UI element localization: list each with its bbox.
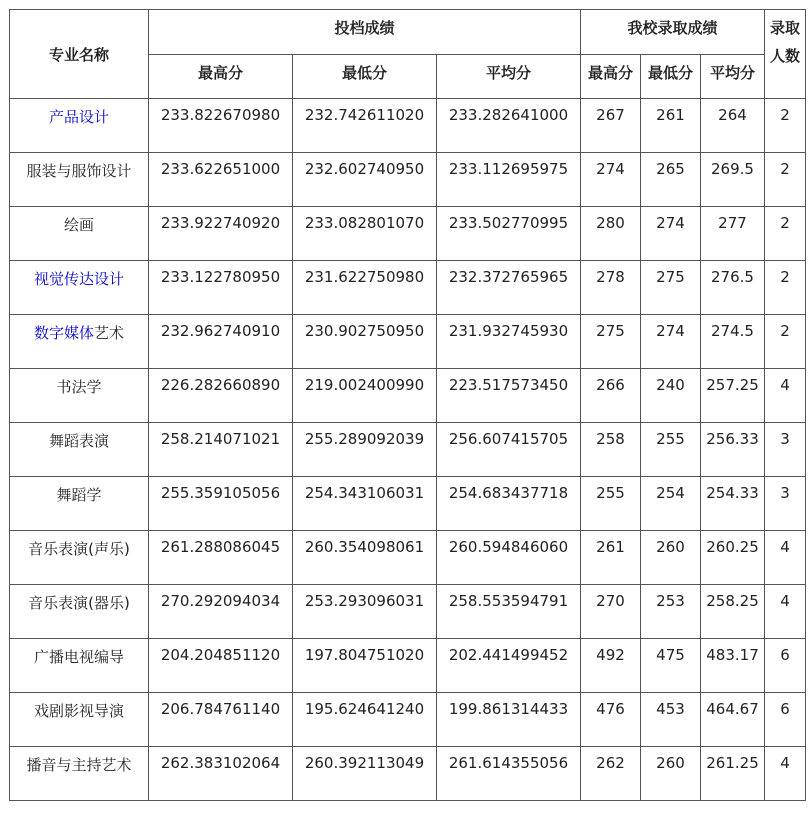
major-name: 服装与服饰设计 (10, 153, 149, 207)
s-avg-cell: 269.5 (701, 153, 765, 207)
header-s-max: 最高分 (581, 55, 641, 99)
t-max-cell: 233.122780950 (149, 261, 293, 315)
header-s-avg: 平均分 (701, 55, 765, 99)
count-cell: 6 (765, 693, 806, 747)
count-cell: 4 (765, 531, 806, 585)
t-avg-cell: 199.861314433 (437, 693, 581, 747)
count-cell: 2 (765, 315, 806, 369)
s-min-cell: 253 (641, 585, 701, 639)
major-link[interactable]: 数字媒体 (33, 324, 94, 342)
table-row (10, 531, 806, 585)
header-t-avg: 平均分 (437, 55, 581, 99)
table-row (10, 261, 806, 315)
table-row (10, 585, 806, 639)
t-max-cell: 233.622651000 (149, 153, 293, 207)
s-max-cell: 262 (581, 747, 641, 801)
t-max-cell: 262.383102064 (149, 747, 293, 801)
count-cell: 4 (765, 369, 806, 423)
s-avg-cell: 274.5 (701, 315, 765, 369)
s-min-cell: 261 (641, 99, 701, 153)
table-row (10, 639, 806, 693)
table-row (10, 477, 806, 531)
t-min-cell: 255.289092039 (293, 423, 437, 477)
table-row (10, 99, 806, 153)
major-link[interactable]: 视觉传达设计 (10, 261, 149, 315)
s-min-cell: 255 (641, 423, 701, 477)
t-min-cell: 232.602740950 (293, 153, 437, 207)
t-min-cell: 219.002400990 (293, 369, 437, 423)
s-max-cell: 255 (581, 477, 641, 531)
count-cell: 4 (765, 747, 806, 801)
major-name: 绘画 (10, 207, 149, 261)
major-link[interactable]: 产品设计 (10, 99, 149, 153)
s-min-cell: 265 (641, 153, 701, 207)
header-t-max: 最高分 (149, 55, 293, 99)
s-max-cell: 280 (581, 207, 641, 261)
table-row (10, 153, 806, 207)
s-max-cell: 274 (581, 153, 641, 207)
count-cell: 3 (765, 477, 806, 531)
admission-scores-table (9, 9, 806, 801)
s-max-cell: 258 (581, 423, 641, 477)
t-min-cell: 231.622750980 (293, 261, 437, 315)
s-min-cell: 275 (641, 261, 701, 315)
header-toudang: 投档成绩 (149, 10, 581, 55)
s-min-cell: 274 (641, 315, 701, 369)
t-min-cell: 260.392113049 (293, 747, 437, 801)
t-avg-cell: 233.502770995 (437, 207, 581, 261)
t-max-cell: 204.204851120 (149, 639, 293, 693)
t-avg-cell: 258.553594791 (437, 585, 581, 639)
major-name: 音乐表演(声乐) (10, 531, 149, 585)
t-min-cell: 232.742611020 (293, 99, 437, 153)
s-avg-cell: 483.17 (701, 639, 765, 693)
major-name: 书法学 (10, 369, 149, 423)
s-avg-cell: 254.33 (701, 477, 765, 531)
s-avg-cell: 276.5 (701, 261, 765, 315)
major-name: 舞蹈学 (10, 477, 149, 531)
t-max-cell: 270.292094034 (149, 585, 293, 639)
s-avg-cell: 464.67 (701, 693, 765, 747)
s-avg-cell: 258.25 (701, 585, 765, 639)
t-max-cell: 233.922740920 (149, 207, 293, 261)
table-row (10, 747, 806, 801)
s-max-cell: 492 (581, 639, 641, 693)
s-min-cell: 274 (641, 207, 701, 261)
s-max-cell: 275 (581, 315, 641, 369)
count-cell: 2 (765, 153, 806, 207)
count-cell: 2 (765, 207, 806, 261)
header-major: 专业名称 (10, 10, 149, 99)
t-max-cell: 226.282660890 (149, 369, 293, 423)
major-name (10, 315, 149, 369)
t-max-cell: 258.214071021 (149, 423, 293, 477)
count-cell: 6 (765, 639, 806, 693)
t-min-cell: 260.354098061 (293, 531, 437, 585)
t-max-cell: 261.288086045 (149, 531, 293, 585)
s-avg-cell: 264 (701, 99, 765, 153)
s-max-cell: 266 (581, 369, 641, 423)
s-min-cell: 254 (641, 477, 701, 531)
t-min-cell: 195.624641240 (293, 693, 437, 747)
t-min-cell: 253.293096031 (293, 585, 437, 639)
s-max-cell: 270 (581, 585, 641, 639)
s-max-cell: 267 (581, 99, 641, 153)
s-max-cell: 476 (581, 693, 641, 747)
s-min-cell: 453 (641, 693, 701, 747)
s-min-cell: 260 (641, 531, 701, 585)
table-row (10, 423, 806, 477)
major-name-rest: 艺术 (94, 324, 125, 342)
major-name: 广播电视编导 (10, 639, 149, 693)
major-name: 音乐表演(器乐) (10, 585, 149, 639)
s-max-cell: 261 (581, 531, 641, 585)
s-avg-cell: 256.33 (701, 423, 765, 477)
t-avg-cell: 223.517573450 (437, 369, 581, 423)
t-max-cell: 206.784761140 (149, 693, 293, 747)
table-row (10, 369, 806, 423)
t-avg-cell: 254.683437718 (437, 477, 581, 531)
major-name: 戏剧影视导演 (10, 693, 149, 747)
t-avg-cell: 261.614355056 (437, 747, 581, 801)
t-avg-cell: 232.372765965 (437, 261, 581, 315)
s-min-cell: 260 (641, 747, 701, 801)
header-s-min: 最低分 (641, 55, 701, 99)
s-avg-cell: 257.25 (701, 369, 765, 423)
s-min-cell: 475 (641, 639, 701, 693)
t-avg-cell: 233.282641000 (437, 99, 581, 153)
count-cell: 4 (765, 585, 806, 639)
t-min-cell: 254.343106031 (293, 477, 437, 531)
count-cell: 3 (765, 423, 806, 477)
header-count: 录取人数 (765, 10, 806, 99)
s-avg-cell: 261.25 (701, 747, 765, 801)
t-avg-cell: 256.607415705 (437, 423, 581, 477)
s-avg-cell: 260.25 (701, 531, 765, 585)
t-min-cell: 233.082801070 (293, 207, 437, 261)
t-min-cell: 197.804751020 (293, 639, 437, 693)
t-avg-cell: 231.932745930 (437, 315, 581, 369)
s-min-cell: 240 (641, 369, 701, 423)
major-name: 舞蹈表演 (10, 423, 149, 477)
s-max-cell: 278 (581, 261, 641, 315)
count-cell: 2 (765, 99, 806, 153)
major-name: 播音与主持艺术 (10, 747, 149, 801)
s-avg-cell: 277 (701, 207, 765, 261)
t-max-cell: 232.962740910 (149, 315, 293, 369)
t-max-cell: 255.359105056 (149, 477, 293, 531)
header-school: 我校录取成绩 (581, 10, 765, 55)
t-avg-cell: 202.441499452 (437, 639, 581, 693)
t-avg-cell: 233.112695975 (437, 153, 581, 207)
t-max-cell: 233.822670980 (149, 99, 293, 153)
table-row (10, 693, 806, 747)
t-avg-cell: 260.594846060 (437, 531, 581, 585)
count-cell: 2 (765, 261, 806, 315)
table-row (10, 315, 806, 369)
t-min-cell: 230.902750950 (293, 315, 437, 369)
header-t-min: 最低分 (293, 55, 437, 99)
table-row (10, 207, 806, 261)
